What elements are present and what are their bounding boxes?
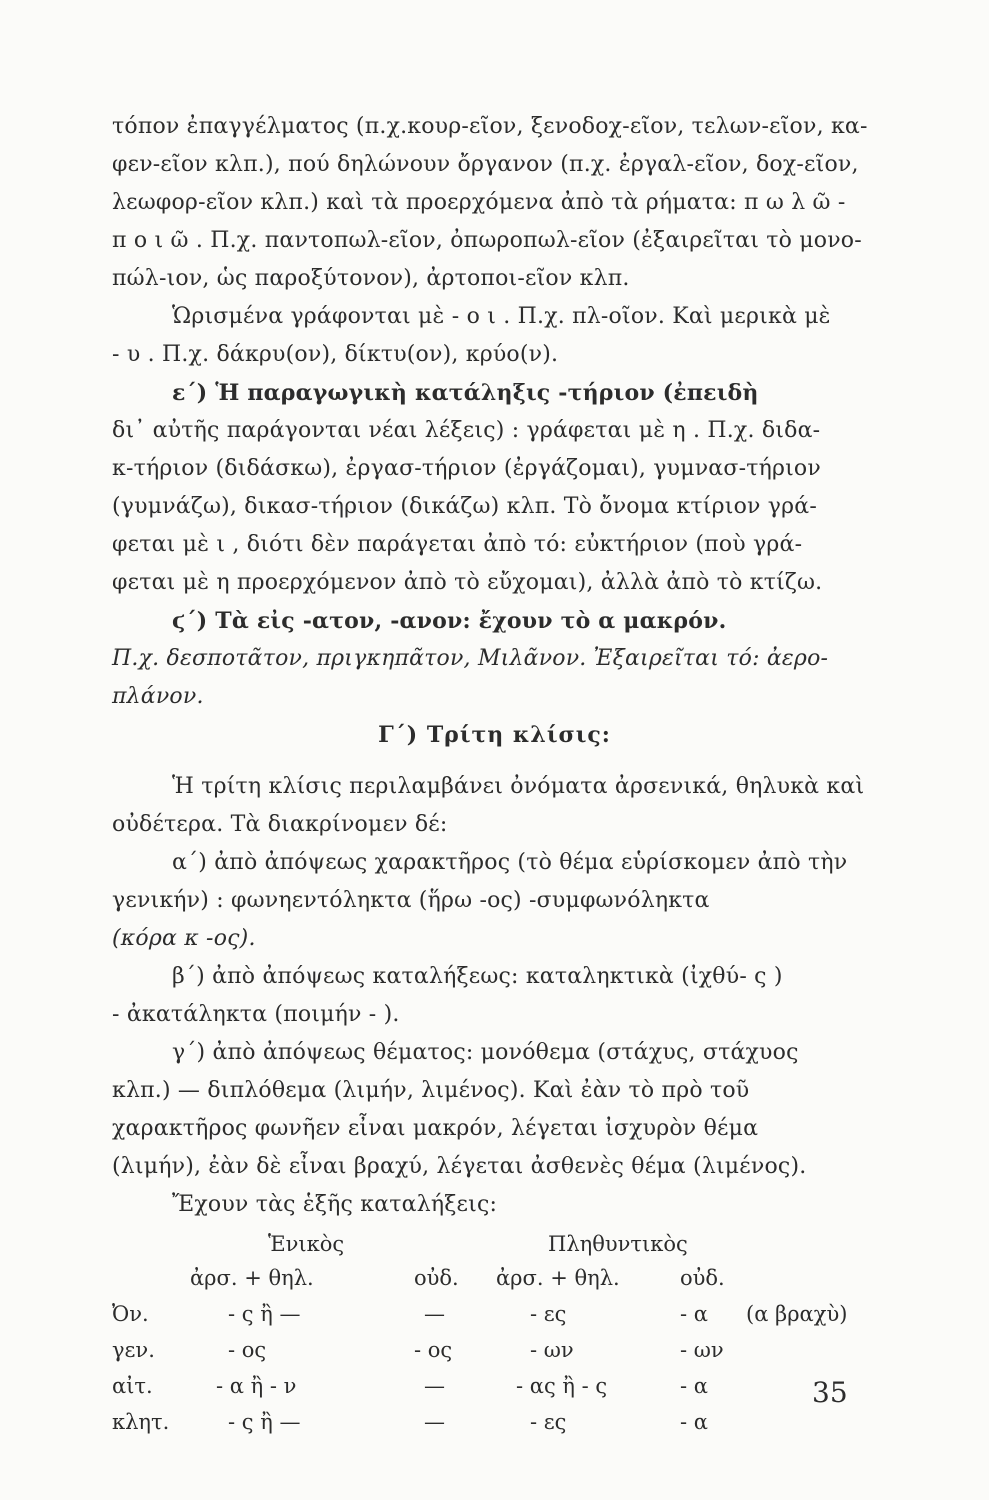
table-note: (α βραχὺ) xyxy=(746,1302,848,1326)
text-line: πώλ-ιον, ὡς παροξύτονον), ἀρτοποι-εῖον κλπ. xyxy=(112,266,630,291)
text-line: (λιμήν), ἐὰν δὲ εἶναι βραχύ, λέγεται ἀσθενὲς θέμα (λιμένος). xyxy=(112,1154,807,1179)
table-row-label: γεν. xyxy=(112,1338,155,1362)
table-cell: - ες xyxy=(530,1302,567,1326)
table-cell: - α xyxy=(680,1410,708,1434)
text-line: Π.χ. δεσποτᾶτον, πριγκηπᾶτον, Μιλᾶνον. Ἐξαιρεῖται τό: ἀερο- xyxy=(112,646,829,671)
text-line: κ-τήριον (διδάσκω), ἐργασ-τήριον (ἐργάζομαι), γυμνασ-τήριον xyxy=(112,456,821,481)
text-line: λεωφορ-εῖον κλπ.) καὶ τὰ προερχόμενα ἀπὸ τὰ ρήματα: π ω λ ῶ - xyxy=(112,190,846,215)
table-cell: - α xyxy=(680,1302,708,1326)
table-subheader: οὐδ. xyxy=(414,1266,459,1290)
text-line: φεται μὲ ι , διότι δὲν παράγεται ἀπὸ τό: εὐκτήριον (ποὺ γρά- xyxy=(112,532,803,557)
text-line: Ἡ τρίτη κλίσις περιλαμβάνει ὀνόματα ἀρσενικά, θηλυκὰ καὶ xyxy=(172,774,865,799)
table-cell: - ος xyxy=(228,1338,267,1362)
text-line: οὐδέτερα. Τὰ διακρίνομεν δέ: xyxy=(112,812,448,837)
section-heading-st: ϛ΄) Τὰ εἰς -ατον, -ανον: ἔχουν τὸ α μακρόν. xyxy=(172,608,727,634)
text-line: β΄) ἀπὸ ἀπόψεως καταλήξεως: καταληκτικὰ (ἰχθύ- ς ) xyxy=(172,964,783,989)
table-cell: — xyxy=(424,1410,445,1434)
table-cell: - ας ἢ - ς xyxy=(516,1374,608,1398)
table-group-header: Πληθυντικὸς xyxy=(548,1232,688,1256)
text-line: (γυμνάζω), δικασ-τήριον (δικάζω) κλπ. Τὸ ὄνομα κτίριον γρά- xyxy=(112,494,817,519)
table-group-header: Ἑνικὸς xyxy=(268,1232,345,1256)
table-cell: - ες xyxy=(530,1410,567,1434)
section-heading-e: ε΄) Ἡ παραγωγικὴ κατάληξις -τήριον (ἐπειδὴ xyxy=(172,380,759,406)
text-line: φεν-εῖον κλπ.), πού δηλώνουν ὄργανον (π.χ. ἐργαλ-εῖον, δοχ-εῖον, xyxy=(112,152,859,177)
text-line: φεται μὲ η προερχόμενον ἀπὸ τὸ εὔχομαι), ἀλλὰ ἀπὸ τὸ κτίζω. xyxy=(112,570,823,595)
table-subheader: ἀρσ. + θηλ. xyxy=(496,1266,620,1290)
table-cell: - ς ἢ — xyxy=(228,1302,301,1326)
chapter-heading: Γ΄) Τρίτη κλίσις: xyxy=(378,722,611,748)
text-line: χαρακτῆρος φωνῆεν εἶναι μακρόν, λέγεται ἰσχυρὸν θέμα xyxy=(112,1116,759,1141)
table-row-label: αἰτ. xyxy=(112,1374,153,1398)
table-subheader: οὐδ. xyxy=(680,1266,725,1290)
table-cell: - ος xyxy=(414,1338,453,1362)
text-line: α΄) ἀπὸ ἀπόψεως χαρακτῆρος (τὸ θέμα εὑρίσκομεν ἀπὸ τὴν xyxy=(172,850,848,875)
text-line: Ὡρισμένα γράφονται μὲ - ο ι . Π.χ. πλ-οῖον. Καὶ μερικὰ μὲ xyxy=(172,304,831,329)
table-cell: - α ἢ - ν xyxy=(216,1374,297,1398)
table-cell: - ς ἢ — xyxy=(228,1410,301,1434)
text-line: (κόρα κ -ος). xyxy=(112,926,256,951)
text-line: τόπον ἐπαγγέλματος (π.χ.κουρ-εῖον, ξενοδοχ-εῖον, τελων-εῖον, κα- xyxy=(112,114,868,139)
table-cell: - ων xyxy=(530,1338,574,1362)
table-row-label: κλητ. xyxy=(112,1410,170,1434)
page-number: 35 xyxy=(812,1376,848,1409)
table-cell: - ων xyxy=(680,1338,724,1362)
text-line: δι᾽ αὐτῆς παράγονται νέαι λέξεις) : γράφεται μὲ η . Π.χ. διδα- xyxy=(112,418,821,443)
text-line: γενικήν) : φωνηεντόληκτα (ἥρω -ος) -συμφωνόληκτα xyxy=(112,888,710,913)
table-cell: - α xyxy=(680,1374,708,1398)
table-cell: — xyxy=(424,1374,445,1398)
table-cell: — xyxy=(424,1302,445,1326)
text-line: πλάνον. xyxy=(112,684,204,709)
text-line: π ο ι ῶ . Π.χ. παντοπωλ-εῖον, ὀπωροπωλ-εῖον (ἐξαιρεῖται τὸ μονο- xyxy=(112,228,862,253)
text-line: γ΄) ἀπὸ ἀπόψεως θέματος: μονόθεμα (στάχυς, στάχυος xyxy=(172,1040,799,1065)
text-line: Ἔχουν τὰς ἑξῆς καταλήξεις: xyxy=(172,1192,498,1217)
table-row-label: Ὀν. xyxy=(112,1302,149,1326)
text-line: - ἀκατάληκτα (ποιμήν - ). xyxy=(112,1002,400,1027)
table-subheader: ἀρσ. + θηλ. xyxy=(190,1266,314,1290)
text-line: - υ . Π.χ. δάκρυ(ον), δίκτυ(ον), κρύο(ν). xyxy=(112,342,559,367)
text-line: κλπ.) — διπλόθεμα (λιμήν, λιμένος). Καὶ ἐὰν τὸ πρὸ τοῦ xyxy=(112,1078,750,1103)
